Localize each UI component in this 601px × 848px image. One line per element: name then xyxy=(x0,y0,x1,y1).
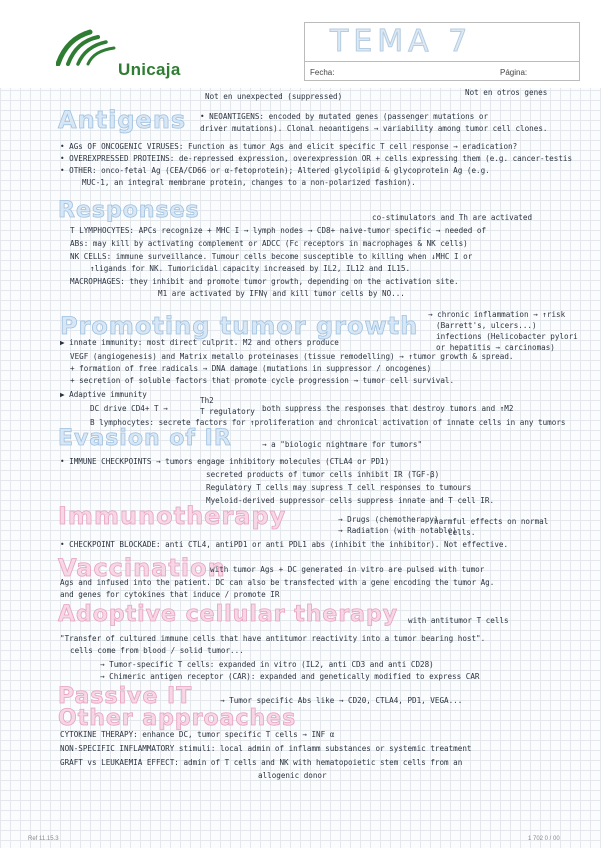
note-line: → a "biologic nightmare for tumors" xyxy=(262,440,423,449)
note-line: co-stimulators and Th are activated xyxy=(372,213,533,222)
section-heading: Other approaches xyxy=(58,706,297,731)
note-line: T LYMPHOCYTES: APCs recognize + MHC I → lymph nodes → CD8+ naive-tumor specific → needed of xyxy=(70,226,487,235)
note-line: ▶ Adaptive immunity xyxy=(60,390,147,399)
footer-code: 1 702 0 / 00 xyxy=(528,836,560,842)
note-line: MUC-1, an integral membrane protein, changes to a non-polarized fashion). xyxy=(82,178,416,187)
brand-name: Unicaja xyxy=(118,60,181,79)
note-line: Not en unexpected (suppressed) xyxy=(205,92,343,101)
note-line: and genes for cytokines that induce / promote IR xyxy=(60,590,280,599)
note-line: → Chimeric antigen receptor (CAR): expanded and genetically modified to express CAR xyxy=(100,672,480,681)
page-title: TEMA 7 xyxy=(330,24,473,59)
note-line: NON-SPECIFIC INFLAMMATORY stimuli: local admin of inflamm substances or systemic treatment xyxy=(60,744,472,753)
section-heading: Responses xyxy=(58,198,200,223)
note-line: both suppress the responses that destroy tumors and ↑M2 xyxy=(262,404,514,413)
note-line: • IMMUNE CHECKPOINTS → tumors engage inhibitory molecules (CTLA4 or PD1) xyxy=(60,457,390,466)
note-line: + secretion of soluble factors that promote cycle progression → tumor cell survival. xyxy=(70,376,455,385)
note-line: ABs: may kill by activating complement or ADCC (Fc receptors in macrophages & NK cells) xyxy=(70,239,468,248)
note-line: • OVEREXPRESSED PROTEINS: de-repressed expression, overexpression OR + cells expressing them (e.g. cancer-testis xyxy=(60,154,573,163)
note-line: MACROPHAGES: they inhibit and promote tumor growth, depending on the activation site. xyxy=(70,277,459,286)
note-line: ▶ innate immunity: most direct culprit. M2 and others produce xyxy=(60,338,339,347)
date-label: Fecha: xyxy=(310,68,335,77)
note-line: Ags and infused into the patient. DC can also be transfected with a gene encoding the tumor Ag. xyxy=(60,578,495,587)
note-line: • CHECKPOINT BLOCKADE: anti CTL4, antiPD1 or anti PDL1 abs (inhibit the inhibitor). Not effective. xyxy=(60,540,509,549)
section-heading: Promoting tumor growth xyxy=(60,312,419,340)
section-heading: Antigens xyxy=(58,106,187,134)
note-line: Regulatory T cells may supress T cell responses to tumours xyxy=(206,483,472,492)
page-header xyxy=(0,0,601,88)
note-line: or hepatitis → carcinomas) xyxy=(436,343,555,352)
note-line: → Drugs (chemotherapy) xyxy=(338,515,439,524)
note-line: secreted products of tumor cells inhibit IR (TGF-β) xyxy=(206,470,440,479)
section-heading: Passive IT xyxy=(58,684,193,709)
note-line: harmful effects on normal xyxy=(434,517,549,526)
note-line: GRAFT vs LEUKAEMIA EFFECT: admin of T cells and NK with hematopoietic stem cells from an xyxy=(60,758,463,767)
note-line: → chronic inflammation → ↑risk xyxy=(428,310,566,319)
note-line: driver mutations). Clonal neoantigens → variability among tumor cell clones. xyxy=(200,124,548,133)
meta-box xyxy=(304,62,580,81)
note-line: with tumor Ags + DC generated in vitro are pulsed with tumor xyxy=(210,565,485,574)
note-line: Not en otros genes xyxy=(465,88,548,97)
section-heading: Vaccination xyxy=(58,554,226,582)
note-line: infections (Helicobacter pylori xyxy=(436,332,578,341)
note-line: DC drive CD4+ T → xyxy=(90,404,168,413)
note-line: B lymphocytes: secrete factors for ↑proliferation and chronical activation of innate cells in any tumors xyxy=(90,418,566,427)
note-line: allogenic donor xyxy=(258,771,327,780)
note-line: • AGs OF ONCOGENIC VIRUSES: Function as tumor Ags and elicit specific T cell response → eradication? xyxy=(60,142,518,151)
footer-ref: Ref 11.15.3 xyxy=(28,836,59,842)
section-heading: Immunotherapy xyxy=(58,502,287,530)
note-line: → Radiation (with notable) xyxy=(338,526,457,535)
note-line: → Tumor specific Abs like → CD20, CTLA4, PD1, VEGA... xyxy=(220,696,463,705)
note-line: T regulatory xyxy=(200,407,255,416)
note-line: cells come from blood / solid tumor... xyxy=(70,646,244,655)
page-label: Página: xyxy=(500,68,528,77)
note-line: with antitumor T cells xyxy=(408,616,509,625)
note-line: M1 are activated by IFNγ and kill tumor cells by NO... xyxy=(158,289,405,298)
note-line: + formation of free radicals → DNA damage (mutations in suppressor / oncogenes) xyxy=(70,364,432,373)
note-line: cells. xyxy=(448,528,476,537)
unicaja-logo-icon xyxy=(56,28,118,66)
note-line: • OTHER: onco-fetal Ag (CEA/CD66 or α-fetoprotein); Altered glycolipid & glycoprotein Ag (e.g. xyxy=(60,166,490,175)
note-line: NK CELLS: immune surveillance. Tumour cells become susceptible to killing when ↓MHC I or xyxy=(70,252,473,261)
note-line: • NEOANTIGENS: encoded by mutated genes (passenger mutations or xyxy=(200,112,489,121)
section-heading: Evasion of IR xyxy=(58,426,232,451)
note-line: VEGF (angiogenesis) and Matrix metallo proteinases (tissue remodelling) → ↑tumor growth & spread. xyxy=(70,352,514,361)
note-line: (Barrett's, ulcers...) xyxy=(436,321,537,330)
note-line: CYTOKINE THERAPY: enhance DC, tumor specific T cells → INF α xyxy=(60,730,335,739)
note-line: Th2 xyxy=(200,396,214,405)
note-line: Myeloid-derived suppressor cells suppress innate and T cell IR. xyxy=(206,496,495,505)
section-heading: Adoptive cellular therapy xyxy=(58,602,399,627)
note-line: ↑ligands for NK. Tumoricidal capacity increased by IL2, IL12 and IL15. xyxy=(90,264,411,273)
note-line: → Tumor-specific T cells: expanded in vitro (IL2, anti CD3 and anti CD28) xyxy=(100,660,434,669)
note-line: "Transfer of cultured immune cells that have antitumor reactivity into a tumor bearing host". xyxy=(60,634,486,643)
